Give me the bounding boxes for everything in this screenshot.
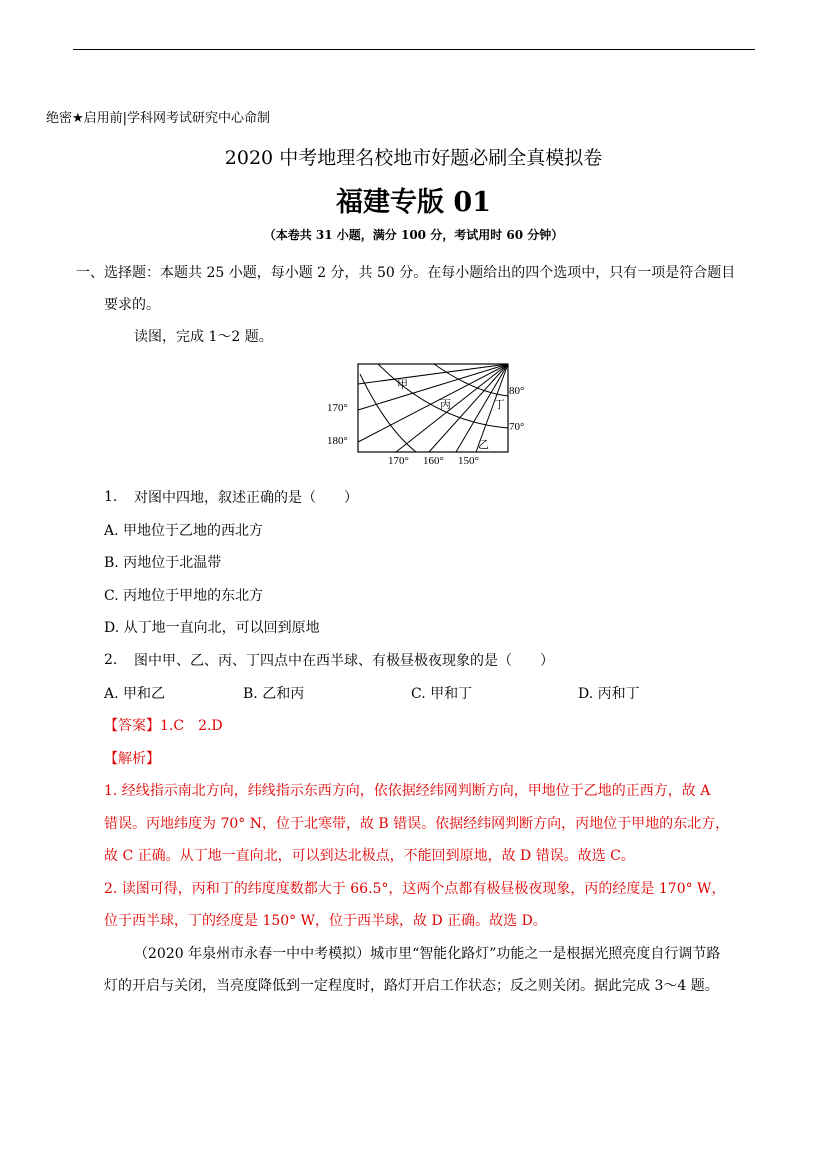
label-yi: 乙	[478, 439, 489, 451]
paper-title: 2020 中考地理名校地市好题必刷全真模拟卷	[224, 147, 603, 169]
label-bottom150: 150°	[458, 455, 479, 467]
analysis-2-line1: 2. 读图可得，丙和丁的纬度度数都大于 66.5°，这两个点都有极昼极夜现象，丙的经度是 170° W，	[104, 881, 726, 897]
analysis-2-line2: 位于西半球，丁的经度是 150° W，位于西半球，故 D 正确。故选 D。	[104, 913, 547, 929]
analysis-1-line1: 1. 经线指示南北方向，纬线指示东西方向，依依据经纬网判断方向，甲地位于乙地的正西方，故 A	[104, 783, 711, 799]
read-prompt: 读图，完成 1～2 题。	[134, 329, 273, 345]
material-line1: （2020 年泉州市永春一中中考模拟）城市里“智能化路灯”功能之一是根据光照亮度自行调节路	[134, 946, 721, 962]
graticule-figure	[326, 362, 536, 470]
q2-number: 2.	[104, 652, 118, 668]
answer-label: 【答案】1.C 2.D	[104, 718, 223, 734]
q1-stem: 对图中四地，叙述正确的是（ ）	[134, 490, 358, 506]
analysis-1-line2: 错误。丙地纬度为 70° N，位于北寒带，故 B 错误。依据经纬网判断方向，丙地位于甲地的东北方，	[104, 816, 730, 832]
secret-line: 绝密★启用前|学科网考试研究中心命制	[46, 111, 271, 126]
q1-option-d: D. 从丁地一直向北，可以回到原地	[104, 620, 320, 636]
q1-option-c: C. 丙地位于甲地的东北方	[104, 588, 264, 604]
label-ding: 丁	[494, 399, 505, 411]
q2-option-d: D. 丙和丁	[578, 686, 640, 702]
q1-option-b: B. 丙地位于北温带	[104, 555, 222, 571]
label-jia: 甲	[397, 379, 408, 391]
label-bing: 丙	[440, 399, 451, 411]
material-line2: 灯的开启与关闭，当亮度降低到一定程度时，路灯开启工作状态；反之则关闭。据此完成 3～4 题。	[104, 978, 719, 994]
header-rule	[73, 49, 755, 50]
section-instruction-line2: 要求的。	[104, 297, 160, 313]
analysis-1-line3: 故 C 正确。从丁地一直向北，可以到达北极点，不能回到原地，故 D 错误。故选 C。	[104, 848, 635, 864]
q2-stem: 图中甲、乙、丙、丁四点中在西半球、有极昼极夜现象的是（ ）	[134, 653, 554, 669]
q2-option-a: A. 甲和乙	[104, 686, 166, 702]
section-instruction-line1: 一、选择题：本题共 25 小题，每小题 2 分，共 50 分。在每小题给出的四个选项中，只有一项是符合题目	[76, 265, 736, 281]
label-lat70: 70°	[509, 421, 525, 433]
q1-option-a: A. 甲地位于乙地的西北方	[104, 523, 264, 539]
label-lat80: 80°	[509, 385, 525, 397]
exam-note: （本卷共 31 小题，满分 100 分，考试用时 60 分钟）	[263, 228, 564, 242]
q2-option-c: C. 甲和丁	[411, 686, 473, 702]
label-left170: 170°	[327, 402, 348, 414]
label-bottom160: 160°	[423, 455, 444, 467]
q2-option-b: B. 乙和丙	[243, 686, 305, 702]
label-left180: 180°	[327, 435, 348, 447]
label-bottom170: 170°	[388, 455, 409, 467]
q1-number: 1.	[104, 489, 118, 505]
paper-subtitle: 福建专版 01	[336, 187, 491, 218]
analysis-label: 【解析】	[104, 751, 160, 767]
